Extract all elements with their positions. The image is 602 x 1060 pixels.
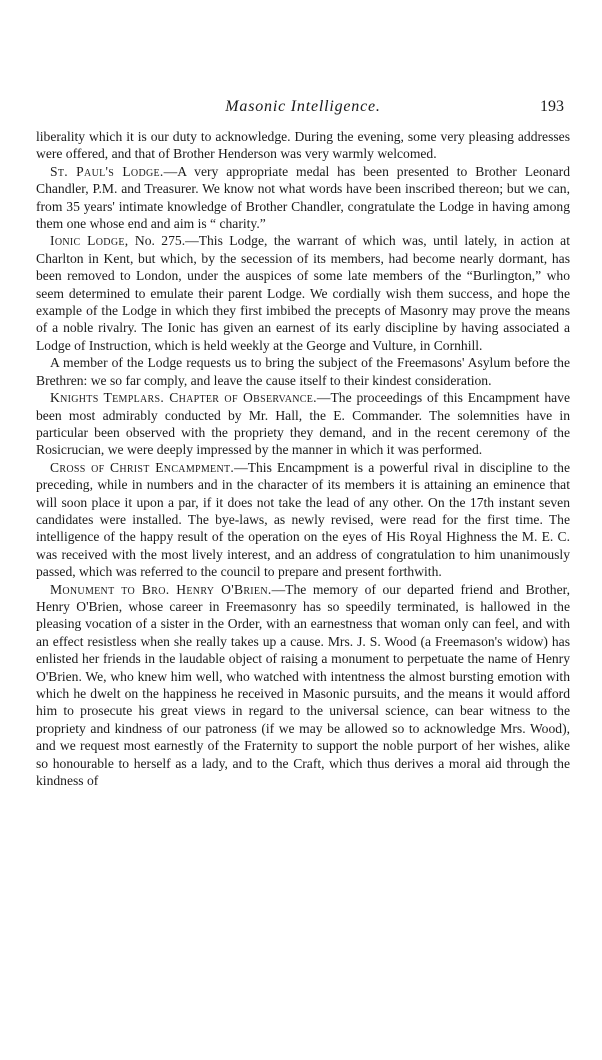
paragraph-ionic-lodge bbox=[36, 232, 570, 354]
paragraph-knights-templars bbox=[36, 389, 570, 459]
paragraph-body: —A very appropriate medal has been presented to Brother Leonard Chandler, P.M. and Treasurer. We know not what words have been inscribed thereon; but we can, from 35 years' intimate knowledge of Brother Chandler, congratulate the Lodge in having among them one whose end and aim is “ charity.” bbox=[36, 163, 570, 232]
paragraph-body: —This Encampment is a powerful rival in discipline to the preceding, while in numbers and in the character of its members it is attaining an eminence that will soon place it upon a par, if it does not take the lead of any other. On the 17th instant seven candidates were installed. The bye-laws, as newly revised, were read for the first time. The intelligence of the happy result of the operation on the eyes of His Royal Highness the M. E. C. was received with the most lively interest, and an address of congratulation to him unanimously passed, which was referred to the council to prepare and present forthwith. bbox=[36, 459, 571, 580]
page-header bbox=[36, 96, 570, 122]
running-title: Masonic Intelligence. bbox=[225, 98, 381, 115]
paragraph-body: A member of the Lodge requests us to bring the subject of the Freemasons' Asylum before the Brethren: we so far comply, and leave the cause itself to their kindest consideration. bbox=[36, 355, 570, 388]
paragraph-body: —The memory of our departed friend and Brother, Henry O'Brien, whose career in Freemasonry has so speedily terminated, is hallowed in the pleasing vocation of a sister in the Order, with an earnestness that woman only can feel, and with an effect resistless when she really takes up a cause. Mrs. J. S. Wood (a Freemason's widow) has enlisted her friends in the laudable object of raising a monument to perpetuate the name of Henry O'Brien. We, who knew him well, who watched with intentness the almost bursting emotion with which he dwelt on the happiness he received in Masonic pursuits, and the means it would afford him to prosecute his great views in regard to the universal science, can bear witness to the propriety and kindness of our patroness (if we may be allowed so to acknowledge Mrs. Wood), and we request most earnestly of the Fraternity to support the noble purport of her wishes, alike so honourable to herself as a lady, and to the Craft, which thus derives a moral aid through the kindness of bbox=[36, 581, 570, 789]
paragraph-monument bbox=[36, 581, 570, 790]
section-heading: Monument to Bro. Henry O'Brien. bbox=[50, 581, 272, 597]
book-page bbox=[36, 96, 570, 789]
paragraph-asylum bbox=[36, 354, 570, 389]
section-heading: St. Paul's Lodge. bbox=[50, 163, 164, 179]
paragraph-cross-of-christ bbox=[36, 459, 570, 581]
paragraph-body: —The proceedings of this Encampment have been most admirably conducted by Mr. Hall, the E. Commander. The solemnities have in particular been observed with the propriety they demand, and in the recent ceremony of the Rosicrucian, we were deeply impressed by the manner in which it was performed. bbox=[36, 390, 570, 458]
paragraph-body: No. 275.—This Lodge, the warrant of which was, until lately, in action at Charlton in Kent, but which, by the secession of its members, had become nearly dormant, has been removed to London, under the auspices of some late members of the “Burlington,” who seem determined to emulate their parent Lodge. We cordially wish them success, and hope the example of the Lodge in which they first imbibed the precepts of Masonry may prove the means of a noble rivalry. The Ionic has given an earnest of its early discipline by having associated a Lodge of Instruction, which is held weekly at the George and Vulture, in Cornhill. bbox=[36, 233, 570, 353]
paragraph-body: liberality which it is our duty to acknowledge. During the evening, some very pleasing addresses were offered, and that of Brother Henderson was very warmly welcomed. bbox=[36, 129, 570, 162]
paragraph-st-pauls-lodge bbox=[36, 163, 570, 233]
paragraph-continuation bbox=[36, 128, 570, 163]
page-number: 193 bbox=[540, 98, 564, 115]
section-heading: Ionic Lodge, bbox=[50, 233, 129, 249]
section-heading: Cross of Christ Encampment. bbox=[50, 459, 235, 475]
section-heading: Knights Templars. Chapter of Observance. bbox=[50, 390, 317, 406]
